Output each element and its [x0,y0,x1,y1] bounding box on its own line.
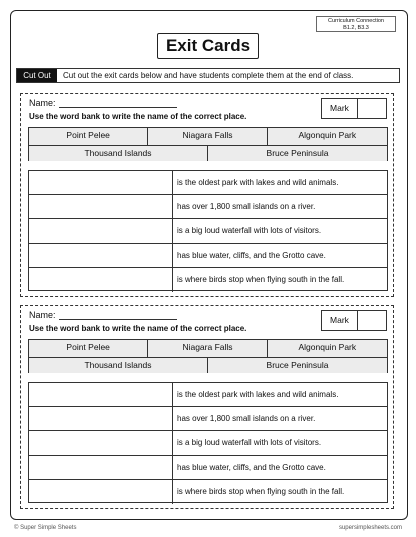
answer-blank[interactable] [29,268,173,292]
match-row [29,480,387,504]
answer-blank[interactable] [29,383,173,406]
mark-label: Mark [322,99,358,118]
word-bank-item: Point Pelee [29,340,148,357]
answer-blank[interactable] [29,407,173,430]
mark-box [321,98,387,119]
word-bank-item: Bruce Peninsula [208,146,387,162]
match-row [29,456,387,480]
match-row [29,195,387,219]
curriculum-connection-box [316,16,396,32]
card-instruction: Use the word bank to write the name of the correct place. [29,112,247,121]
match-table [28,170,388,291]
curriculum-codes: B1.2, B3.3 [343,25,369,31]
word-bank-row [29,357,387,374]
name-field[interactable] [29,98,177,108]
name-blank-line[interactable] [59,99,177,108]
name-label: Name: [29,98,56,108]
cut-out-instruction [16,68,400,83]
match-row [29,219,387,243]
clue-text: is where birds stop when flying south in the fall. [177,274,345,284]
word-bank-item: Bruce Peninsula [208,358,387,374]
exit-card-2 [20,305,394,509]
answer-blank[interactable] [29,456,173,479]
match-row [29,171,387,195]
answer-blank[interactable] [29,195,173,218]
word-bank-item: Point Pelee [29,128,148,145]
answer-blank[interactable] [29,431,173,454]
answer-blank[interactable] [29,219,173,242]
clue-text: is where birds stop when flying south in the fall. [177,486,345,496]
cut-out-label: Cut Out [17,69,57,82]
word-bank-item: Thousand Islands [29,146,208,162]
match-row [29,431,387,455]
word-bank-item: Niagara Falls [148,128,267,145]
mark-box [321,310,387,331]
match-row [29,244,387,268]
match-table [28,382,388,503]
page-title: Exit Cards [157,33,259,59]
match-row [29,407,387,431]
match-row [29,268,387,292]
clue-text: has blue water, cliffs, and the Grotto cave. [177,250,326,260]
clue-text: has over 1,800 small islands on a river. [177,202,316,212]
cut-out-text: Cut out the exit cards below and have students complete them at the end of class. [63,71,354,80]
name-field[interactable] [29,310,177,320]
mark-label: Mark [322,311,358,330]
name-blank-line[interactable] [59,311,177,320]
answer-blank[interactable] [29,480,173,504]
answer-blank[interactable] [29,244,173,267]
curriculum-title: Curriculum Connection [328,18,384,24]
match-row [29,383,387,407]
name-label: Name: [29,310,56,320]
word-bank-item: Algonquin Park [268,340,387,357]
clue-text: is the oldest park with lakes and wild animals. [177,390,339,399]
clue-text: is a big loud waterfall with lots of visitors. [177,438,322,448]
word-bank [28,339,388,373]
word-bank-item: Thousand Islands [29,358,208,374]
card-instruction: Use the word bank to write the name of the correct place. [29,324,247,333]
word-bank-row [29,128,387,145]
clue-text: is the oldest park with lakes and wild animals. [177,178,339,187]
footer-website: supersimplesheets.com [338,525,402,531]
clue-text: has blue water, cliffs, and the Grotto cave. [177,462,326,472]
clue-text: is a big loud waterfall with lots of visitors. [177,226,322,236]
word-bank-row [29,340,387,357]
word-bank-item: Niagara Falls [148,340,267,357]
exit-card-1 [20,93,394,297]
footer-copyright: © Super Simple Sheets [14,525,77,531]
clue-text: has over 1,800 small islands on a river. [177,414,316,424]
answer-blank[interactable] [29,171,173,194]
word-bank [28,127,388,161]
word-bank-row [29,145,387,162]
word-bank-item: Algonquin Park [268,128,387,145]
